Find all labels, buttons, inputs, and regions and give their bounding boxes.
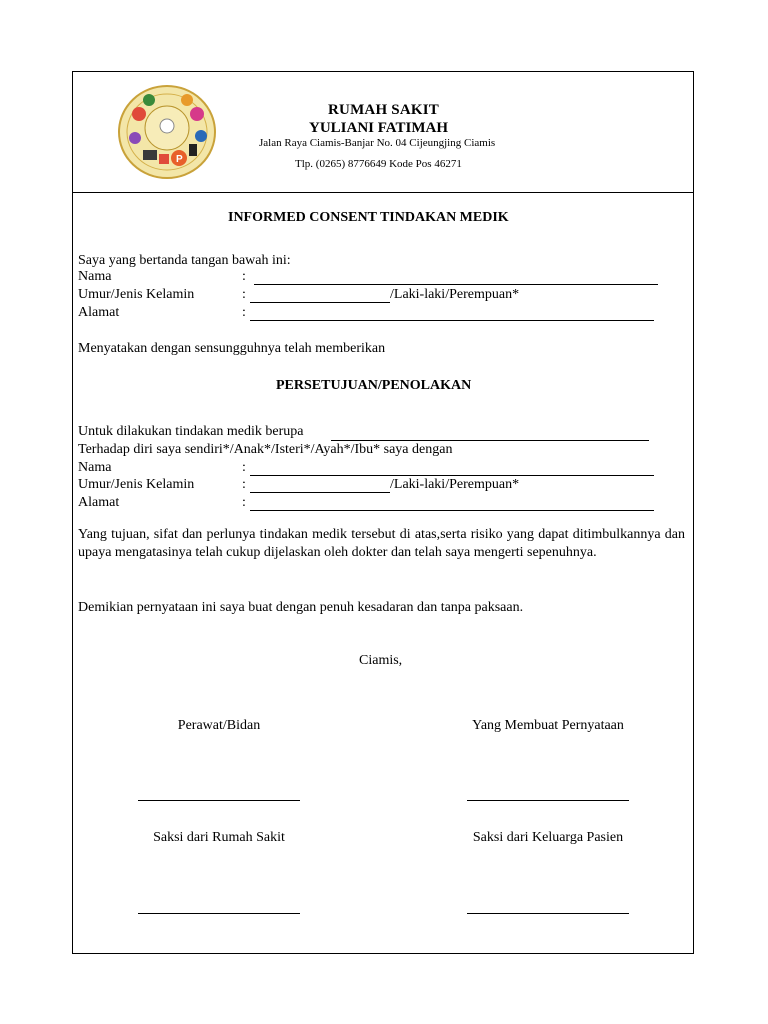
explanation-paragraph: Yang tujuan, sifat dan perlunya tindakan medik tersebut di atas,serta risiko yang dapat ditimbulkannya dan upaya mengatasinya telah cukup dijelaskan oleh dokter dan telah saya mengerti sepenuhnya. bbox=[78, 527, 685, 560]
nama-label-1: Nama bbox=[78, 269, 112, 284]
section-subtitle: PERSETUJUAN/PENOLAKAN bbox=[276, 378, 472, 393]
place-date: Ciamis, bbox=[359, 653, 403, 668]
colon: : bbox=[242, 477, 246, 492]
hospital-seal-logo bbox=[117, 84, 217, 180]
letterhead bbox=[73, 72, 693, 193]
gender-options-2: /Laki-laki/Perempuan* bbox=[390, 477, 520, 492]
nama-label-2: Nama bbox=[78, 460, 112, 475]
document-frame bbox=[72, 71, 694, 954]
alamat-label-2: Alamat bbox=[78, 495, 120, 510]
signature-line-family-witness[interactable] bbox=[467, 913, 629, 914]
signature-label-declarant: Yang Membuat Pernyataan bbox=[472, 718, 624, 733]
umur-field-1[interactable] bbox=[250, 302, 390, 303]
hospital-name-line1: RUMAH SAKIT bbox=[328, 102, 439, 118]
colon: : bbox=[242, 269, 246, 284]
colon: : bbox=[242, 495, 246, 510]
umur-label-1: Umur/Jenis Kelamin bbox=[78, 287, 195, 302]
statement-text: Menyatakan dengan sensungguhnya telah memberikan bbox=[78, 341, 386, 356]
terhadap-text: Terhadap diri saya sendiri*/Anak*/Isteri*/Ayah*/Ibu* saya dengan bbox=[78, 442, 453, 457]
gender-options-1: /Laki-laki/Perempuan* bbox=[390, 287, 520, 302]
signature-label-hospital-witness: Saksi dari Rumah Sakit bbox=[153, 830, 285, 845]
colon: : bbox=[242, 287, 246, 302]
document-title: INFORMED CONSENT TINDAKAN MEDIK bbox=[228, 210, 509, 225]
alamat-field-1[interactable] bbox=[250, 320, 654, 321]
alamat-label-1: Alamat bbox=[78, 305, 120, 320]
umur-label-2: Umur/Jenis Kelamin bbox=[78, 477, 195, 492]
declaration-paragraph: Demikian pernyataan ini saya buat dengan penuh kesadaran dan tanpa paksaan. bbox=[78, 600, 524, 615]
signature-line-nurse[interactable] bbox=[138, 800, 300, 801]
hospital-address: Jalan Raya Ciamis-Banjar No. 04 Cijeungjing Ciamis bbox=[259, 137, 496, 149]
intro-text: Saya yang bertanda tangan bawah ini: bbox=[78, 253, 291, 268]
tindakan-field[interactable] bbox=[331, 440, 649, 441]
hospital-phone: Tlp. (0265) 8776649 Kode Pos 46271 bbox=[295, 158, 462, 170]
signature-line-declarant[interactable] bbox=[467, 800, 629, 801]
umur-field-2[interactable] bbox=[250, 492, 390, 493]
signature-label-nurse: Perawat/Bidan bbox=[177, 718, 261, 733]
nama-field-2[interactable] bbox=[250, 475, 654, 476]
signature-label-family-witness: Saksi dari Keluarga Pasien bbox=[472, 830, 624, 845]
colon: : bbox=[242, 460, 246, 475]
alamat-field-2[interactable] bbox=[250, 510, 654, 511]
hospital-name-line2: YULIANI FATIMAH bbox=[309, 120, 449, 136]
svg-text:P: P bbox=[176, 154, 183, 165]
signature-line-hospital-witness[interactable] bbox=[138, 913, 300, 914]
nama-field-1[interactable] bbox=[254, 284, 658, 285]
colon: : bbox=[242, 305, 246, 320]
tindakan-label: Untuk dilakukan tindakan medik berupa bbox=[78, 424, 304, 439]
